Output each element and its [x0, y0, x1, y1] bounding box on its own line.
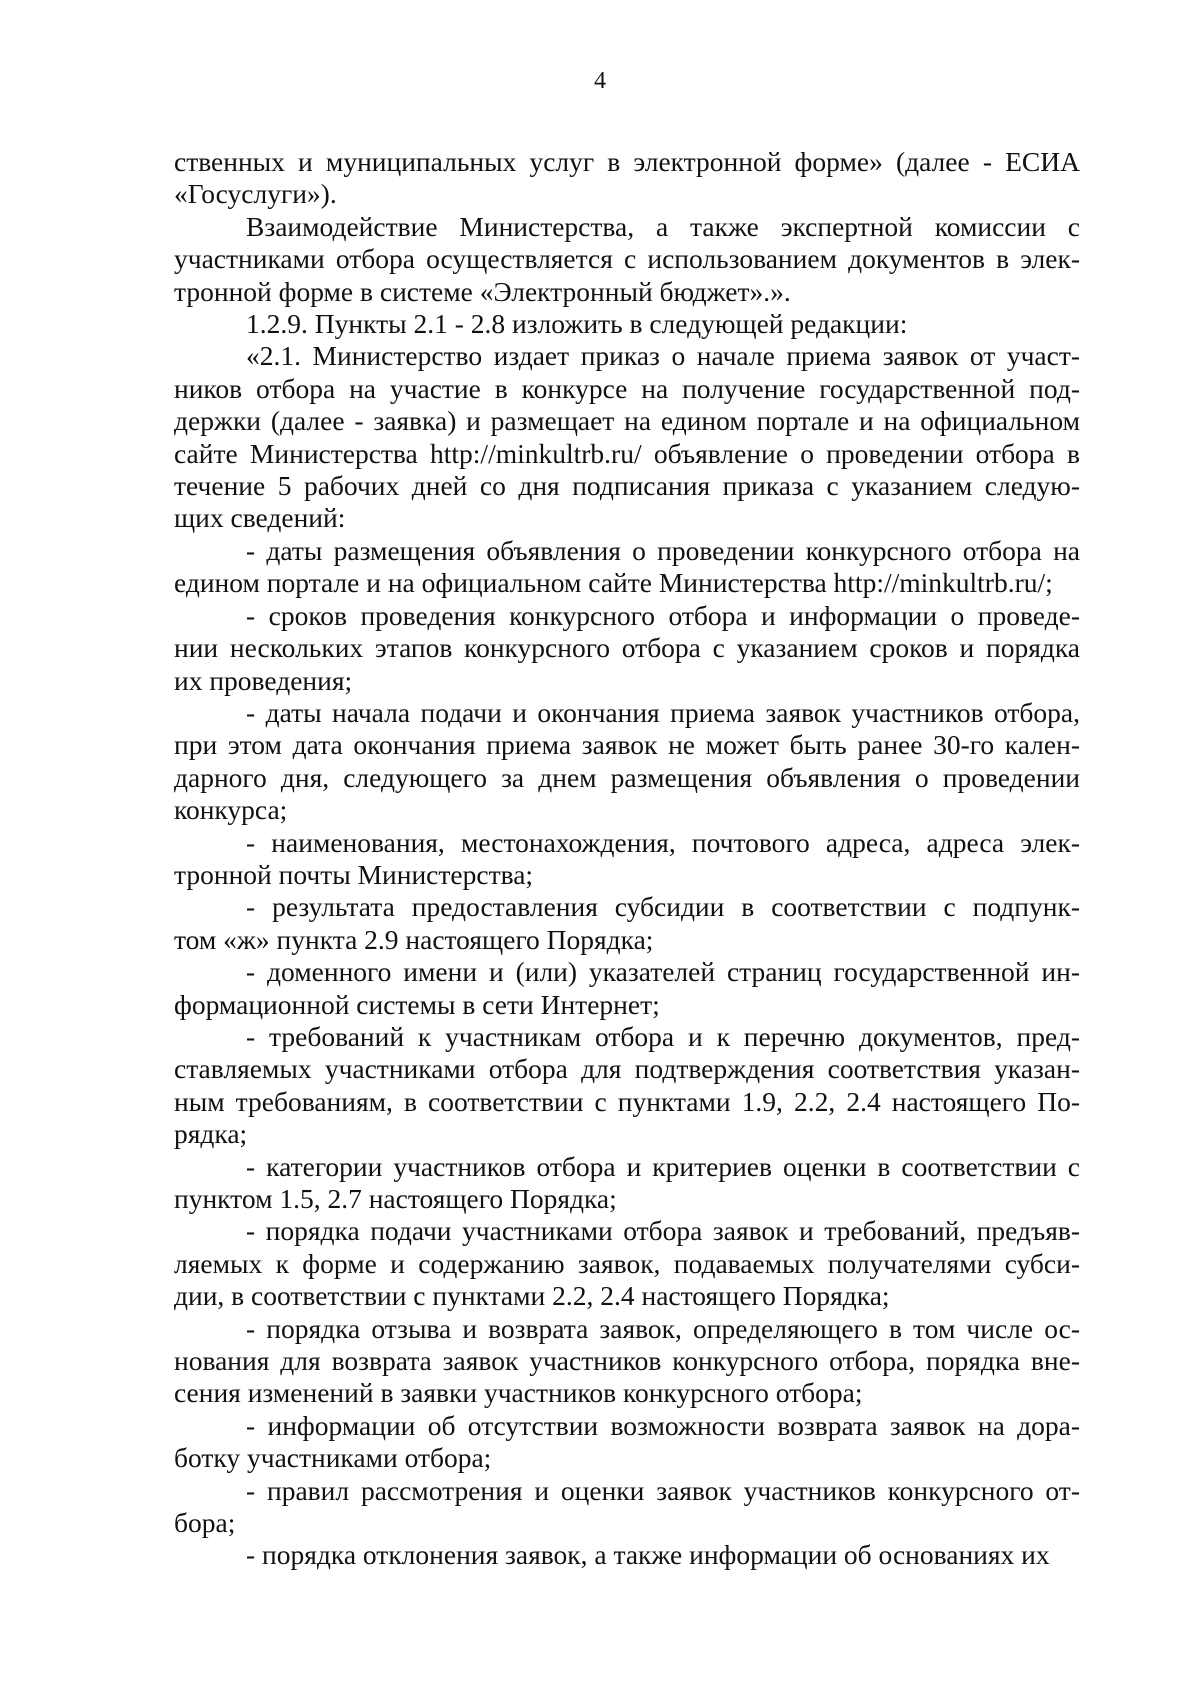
text-line: бора;: [174, 1507, 236, 1539]
text-line: - категории участников отбора и критериев оценки в соответствии с: [246, 1150, 1080, 1182]
paragraph: [174, 211, 1080, 308]
text-line: их проведения;: [174, 664, 353, 696]
paragraph: [174, 1410, 1080, 1475]
paragraph: [174, 891, 1080, 956]
text-line: - правил рассмотрения и оценки заявок участников конкурсного от-: [246, 1474, 1080, 1506]
text-line: - доменного имени и (или) указателей страниц государственной ин-: [246, 956, 1080, 988]
text-line: при этом дата окончания приема заявок не может быть ранее 30-го кален-: [174, 729, 1080, 761]
text-line: едином портале и на официальном сайте Министерства http://minkultrb.ru/;: [174, 567, 1053, 599]
paragraph: [174, 1021, 1080, 1151]
text-line: - наименования, местонахождения, почтового адреса, адреса элек-: [246, 826, 1080, 858]
text-line: держки (далее - заявка) и размещает на едином портале и на официальном: [174, 405, 1080, 437]
paragraph: [174, 1151, 1080, 1216]
paragraph: [174, 535, 1080, 600]
document-body: [174, 146, 1080, 1572]
text-line: течение 5 рабочих дней со дня подписания приказа с указанием следую-: [174, 470, 1080, 502]
text-line: ников отбора на участие в конкурсе на получение государственной под-: [174, 372, 1080, 404]
text-line: - порядка отклонения заявок, а также информации об основаниях их: [246, 1539, 1050, 1571]
text-line: ственных и муниципальных услуг в электронной форме» (далее - ЕСИА: [174, 146, 1080, 177]
text-line: сайте Министерства http://minkultrb.ru/ объявление о проведении отбора в: [174, 437, 1080, 469]
paragraph: [174, 1313, 1080, 1410]
text-line: том «ж» пункта 2.9 настоящего Порядка;: [174, 923, 654, 955]
text-line: Взаимодействие Министерства, а также экспертной комиссии с: [246, 210, 1080, 242]
text-line: - сроков проведения конкурсного отбора и информации о проведе-: [246, 599, 1080, 631]
text-line: - результата предоставления субсидии в соответствии с подпунк-: [246, 891, 1080, 923]
text-line: - требований к участникам отбора и к перечню документов, пред-: [246, 1020, 1080, 1052]
text-line: конкурса;: [174, 794, 288, 826]
paragraph: [174, 827, 1080, 892]
text-line: дарного дня, следующего за днем размещения объявления о проведении: [174, 761, 1080, 793]
text-line: - порядка подачи участниками отбора заявок и требований, предъяв-: [246, 1215, 1080, 1247]
text-line: - порядка отзыва и возврата заявок, определяющего в том числе ос-: [246, 1312, 1080, 1344]
paragraph: [174, 340, 1080, 534]
text-line: «Госуслуги»).: [174, 178, 337, 210]
paragraph: [174, 697, 1080, 827]
text-line: 1.2.9. Пункты 2.1 - 2.8 изложить в следующей редакции:: [246, 308, 908, 340]
paragraph: [174, 1215, 1080, 1312]
text-line: нования для возврата заявок участников конкурсного отбора, порядка вне-: [174, 1345, 1080, 1377]
paragraph: [174, 308, 1080, 340]
page-number: 4: [594, 68, 606, 94]
text-line: ным требованиям, в соответствии с пунктами 1.9, 2.2, 2.4 настоящего По-: [174, 1085, 1080, 1117]
text-line: ботку участниками отбора;: [174, 1442, 492, 1474]
text-line: - даты размещения объявления о проведении конкурсного отбора на: [246, 534, 1080, 566]
paragraph: [174, 600, 1080, 697]
text-line: рядка;: [174, 1118, 248, 1150]
text-line: ляемых к форме и содержанию заявок, подаваемых получателями субси-: [174, 1247, 1080, 1279]
text-line: - даты начала подачи и окончания приема заявок участников отбора,: [246, 696, 1080, 728]
text-line: ставляемых участниками отбора для подтверждения соответствия указан-: [174, 1053, 1080, 1085]
text-line: «2.1. Министерство издает приказ о начале приема заявок от участ-: [246, 340, 1080, 372]
text-line: сения изменений в заявки участников конкурсного отбора;: [174, 1377, 863, 1409]
text-line: формационной системы в сети Интернет;: [174, 988, 660, 1020]
text-line: щих сведений:: [174, 502, 346, 534]
paragraph: [174, 956, 1080, 1021]
text-line: - информации об отсутствии возможности возврата заявок на дора-: [246, 1409, 1080, 1441]
paragraph: [174, 1475, 1080, 1540]
paragraph: [174, 1539, 1080, 1571]
paragraph: [174, 146, 1080, 211]
text-line: участниками отбора осуществляется с использованием документов в элек-: [174, 243, 1080, 275]
text-line: нии нескольких этапов конкурсного отбора с указанием сроков и порядка: [174, 632, 1080, 664]
text-line: тронной почты Министерства;: [174, 858, 534, 890]
text-line: дии, в соответствии с пунктами 2.2, 2.4 настоящего Порядка;: [174, 1280, 890, 1312]
text-line: пунктом 1.5, 2.7 настоящего Порядка;: [174, 1183, 617, 1214]
text-line: тронной форме в системе «Электронный бюджет».».: [174, 275, 791, 307]
